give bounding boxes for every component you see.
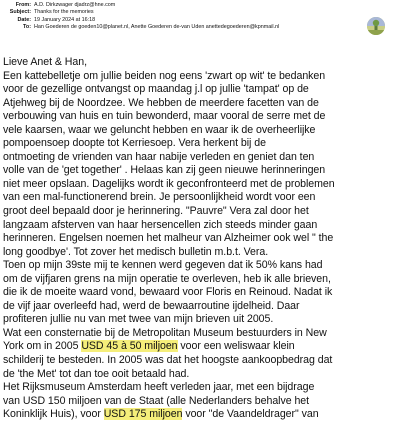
from-value[interactable]: A.D. Dirkzwager djadrz@hne.com <box>34 2 116 8</box>
letter-line: van USD 150 miljoen van de Staat (alle Nederlanders behalve het <box>3 394 310 407</box>
letter-line: voor de gezellige ontvangst op maandag j.l op jullie 'tampat' op de <box>3 83 309 96</box>
highlight-amount-met: USD 45 à 50 miljoen <box>81 340 178 353</box>
letter-line: Een kattebelletje om jullie beiden nog eens 'zwart op wit' te bedanken <box>3 69 326 82</box>
subject-value: Thanks for the memories <box>34 9 94 16</box>
letter-line: verbouwing van huis en tuin bewonderd, maar vooral de serre met de <box>3 110 326 123</box>
subject-label: Subject: <box>9 9 31 16</box>
to-row <box>4 24 364 31</box>
date-row <box>4 17 364 24</box>
letter-line: de vijf jaar overleefd had, werd de bewaarroutine ijdelheid. Daar <box>3 299 300 312</box>
date-value: 19 January 2024 at 16:18 <box>34 16 96 23</box>
letter-line: de 'the Met' tot dan toe ooit betaald had. <box>3 367 190 380</box>
letter-line: van een mal-functionerend brein. Je persoonlijkheid wordt voor een <box>3 191 316 204</box>
letter-line: Atjehweg bij de Noordzee. We hebben de meerdere facetten van de <box>3 96 319 109</box>
from-row <box>4 2 364 9</box>
sender-avatar[interactable] <box>367 17 385 35</box>
letter-line: profiteren jullie nu van met twee van mijn brieven uit 2005. <box>3 313 274 326</box>
letter-line: Het Rijksmuseum Amsterdam heeft verleden jaar, met een bijdrage <box>3 381 315 394</box>
letter-line: pompoensoep doopte tot Kerriesoep. Vera herkent bij de <box>3 137 266 150</box>
letter-line: vele kaarsen, waar we geluncht hebben en waar ik de overheerlijke <box>3 123 316 136</box>
letter-line: volle van de 'get together' . Helaas kan zij geen nieuwe herinneringen <box>3 164 326 177</box>
letter-paragraph-a <box>3 70 396 341</box>
to-value[interactable]: Han Goederen de goeden10@planet.nl, Anette Goederen de-van Uden anettedegoederen@kpnmail.nl <box>34 24 280 31</box>
letter-line: long goodbye'. Tot zover het medisch bulletin m.b.t. Vera. <box>3 245 269 258</box>
from-label: From: <box>15 2 31 8</box>
avatar-picture-icon <box>367 17 385 35</box>
letter-line: om de vijfjaren grens na mijn operatie te overleven, heb ik alle brieven, <box>3 272 331 285</box>
highlight-amount-rijksmuseum: USD 175 miljoen <box>103 408 183 421</box>
letter-line: Wat een consternatie bij de Metropolitan Museum bestuurders in New <box>3 326 327 339</box>
subject-row <box>4 9 364 16</box>
letter-line: ontmoeting de vrienden van haar nabije verleden en geniet dan ten <box>3 150 315 163</box>
letter-greeting: Lieve Anet & Han, <box>3 56 87 68</box>
letter-body <box>3 56 396 422</box>
to-label: To: <box>23 24 31 31</box>
letter-line: Koninklijk Huis), voor USD 175 miljoen voor "de Vaandeldrager" van <box>3 408 319 421</box>
letter-line: schilderij te besteden. In 2005 was dat het hoogste aankoopbedrag dat <box>3 354 333 367</box>
letter-line: die ik de moeite waard vond, bewaard voor Floris en Reinoud. Nadat ik <box>3 286 333 299</box>
email-header <box>4 2 364 32</box>
letter-line: Toen op mijn 39ste mij te kennen werd gegeven dat ik 50% kans had <box>3 259 323 272</box>
letter-line: niet meer opslaan. Dagelijks wordt ik geconfronteerd met de problemen <box>3 177 335 190</box>
letter-paragraph-b <box>3 354 396 408</box>
letter-line: herinneren. Engelsen noemen het malheur van Alzheimer ook wel " the <box>3 232 334 245</box>
letter-line: York om in 2005 USD 45 à 50 miljoen voor een weliswaar klein <box>3 340 295 353</box>
letter-line: langzaam afsterven van haar hersencellen zich steeds minder gaan <box>3 218 318 231</box>
letter-line: groot deel bepaald door je herinnering. "Pauvre" Vera zal door het <box>3 205 309 218</box>
date-label: Date: <box>17 16 31 23</box>
